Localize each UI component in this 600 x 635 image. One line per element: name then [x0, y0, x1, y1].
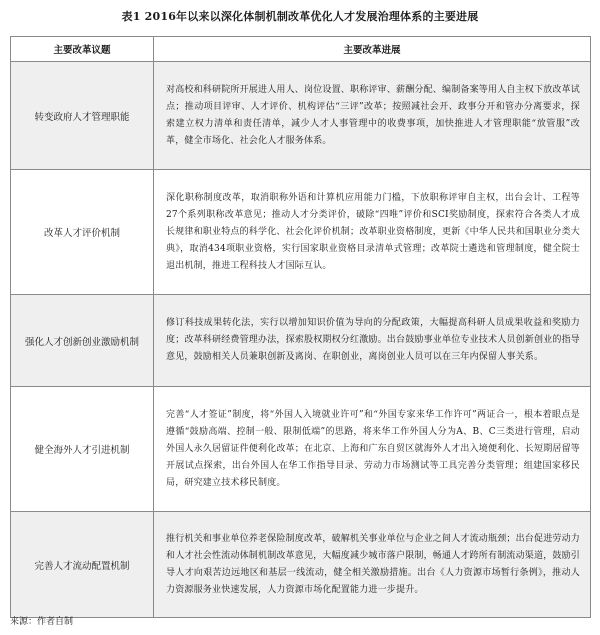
row-content: 对高校和科研院所开展进人用人、岗位设置、职称评审、薪酬分配、编制备案等用人自主权下放改革试点；推动项目评审、人才评价、机构评估“三评”改革；按照减社会开、政事分开和管办分离要求，探索建立权力清单和责任清单，减少人才人事管理中的收费事项，加快推进人才管理职能“放管服”改革，健全市场化、社会化人才服务体系。 [154, 62, 591, 170]
table-row [11, 387, 591, 512]
source-note: 来源：作者自制 [10, 617, 74, 627]
row-topic: 改革人才评价机制 [11, 170, 154, 295]
table-row [11, 512, 591, 618]
row-topic: 完善人才流动配置机制 [11, 512, 154, 618]
table-title: 表1 2016年以来以深化体制机制改革优化人才发展治理体系的主要进展 [121, 10, 479, 23]
row-content: 推行机关和事业单位养老保险制度改革，破解机关事业单位与企业之间人才流动瓶颈；出台促进劳动力和人才社会性流动体制机制改革意见，大幅度减少城市落户限制，畅通人才跨所有制流动渠道，鼓励引导人才向艰苦边远地区和基层一线流动，健全相关激励措施。出台《人力资源市场暂行条例》，推动人力资源服务业快速发展，人力资源市场化配置能力进一步提升。 [154, 512, 591, 618]
table-row [11, 295, 591, 387]
header-progress: 主要改革进展 [154, 37, 591, 62]
row-topic: 强化人才创新创业激励机制 [11, 295, 154, 387]
table-header-row [11, 37, 591, 62]
row-content: 修订科技成果转化法，实行以增加知识价值为导向的分配政策，大幅提高科研人员成果收益和奖励力度；改革科研经费管理办法，探索股权期权分红激励。出台鼓励事业单位专业技术人员创新创业的指导意见，鼓励相关人员兼职创新及离岗、在职创业，离岗创业人员可以在三年内保留人事关系。 [154, 295, 591, 387]
row-content: 完善“人才签证”制度，将“外国人入境就业许可”和“外国专家来华工作许可”两证合一，根本着眼点是遵循“鼓励高端、控制一般、限制低端”的思路，将来华工作外国人分为A、B、C三类进行管理，启动外国人永久居留证件便利化改革；在北京、上海和广东自贸区就海外人才出入境便利化、长短期居留等开展试点探索，出台外国人在华工作指导目录、劳动力市场测试等工具完善分类管理；组建国家移民局，研究建立技术移民制度。 [154, 387, 591, 512]
row-topic: 转变政府人才管理职能 [11, 62, 154, 170]
table-row [11, 170, 591, 295]
reform-progress-table [10, 36, 591, 618]
row-content: 深化职称制度改革，取消职称外语和计算机应用能力门槛，下放职称评审自主权，出台会计、工程等27个系列职称改革意见；推动人才分类评价，破除“四唯”评价和SCI奖励制度，探索符合各类人才成长规律和职业特点的科学化、社会化评价机制；改革职业资格制度，更新《中华人民共和国职业分类大典》，取消434项职业资格，实行国家职业资格目录清单式管理；改革院士遴选和管理制度，健全院士退出机制，推进工程科技人才国际互认。 [154, 170, 591, 295]
row-topic: 健全海外人才引进机制 [11, 387, 154, 512]
table-row [11, 62, 591, 170]
header-topic: 主要改革议题 [11, 37, 154, 62]
